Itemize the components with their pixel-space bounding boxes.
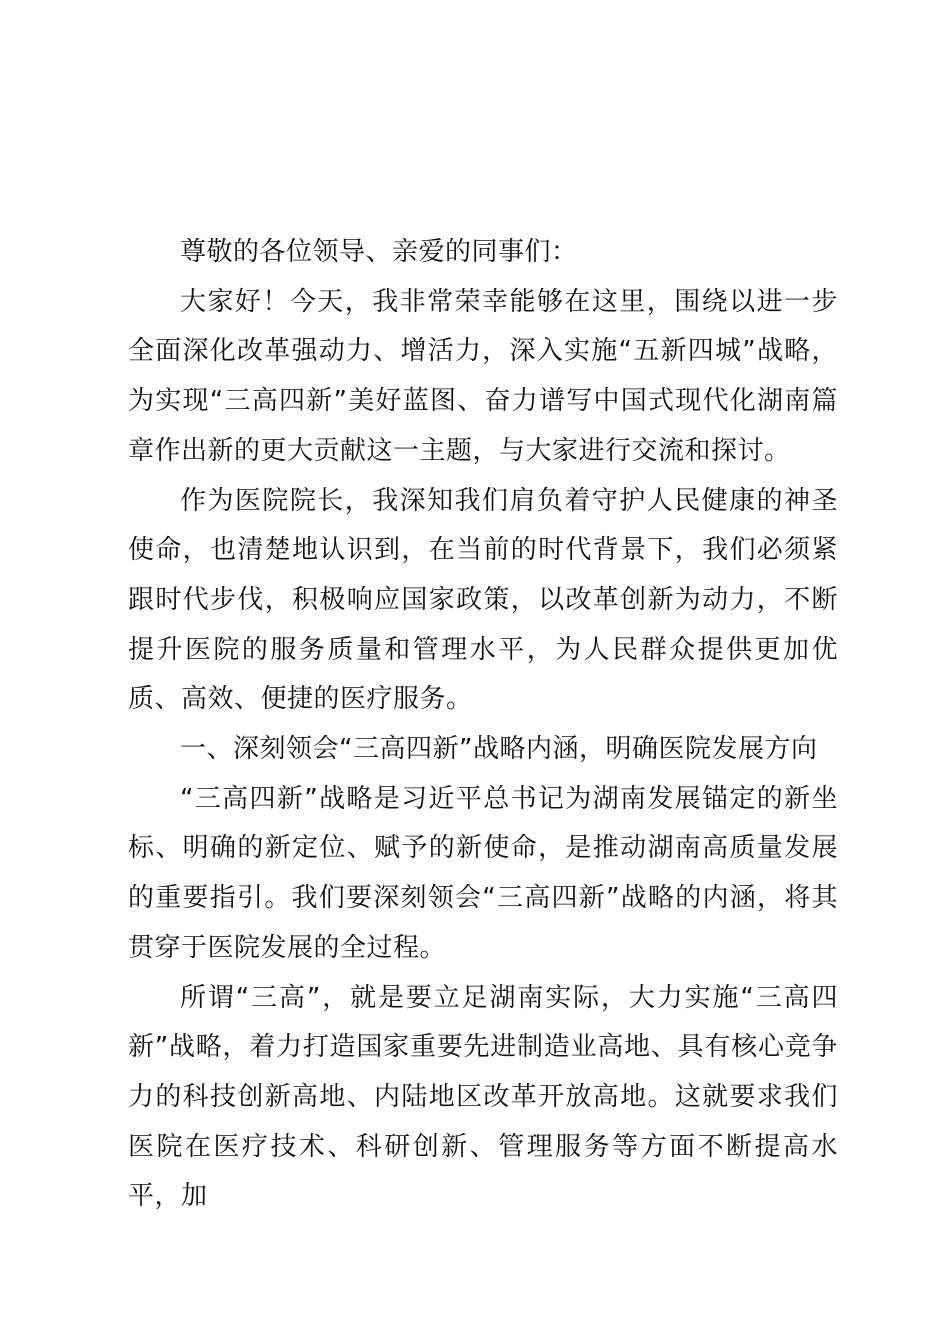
paragraph-strategy: “三高四新”战略是习近平总书记为湖南发展锚定的新坐标、明确的新定位、赋予的新使命，是推动湖南高质量发展的重要指引。我们要深刻领会“三高四新”战略的内涵，将其贯穿于医院发展的全过程。 [128, 783, 838, 963]
paragraph-three-highs: 所谓“三高”，就是要立足湖南实际，大力实施“三高四新”战略，着力打造国家重要先进制造业高地、具有核心竞争力的科技创新高地、内陆地区改革开放高地。这就要求我们医院在医疗技术、科研创新、管理服务等方面不断提高水平，加 [128, 982, 838, 1212]
section-heading-1: 一、深刻领会“三高四新”战略内涵，明确医院发展方向 [180, 734, 818, 765]
paragraph-greeting: 大家好！今天，我非常荣幸能够在这里，围绕以进一步全面深化改革强动力、增活力，深入实施“五新四城”战略，为实现“三高四新”美好蓝图、奋力谱写中国式现代化湖南篇章作出新的更大贡献这一主题，与大家进行交流和探讨。 [128, 286, 838, 466]
paragraph-intro: 作为医院院长，我深知我们肩负着守护人民健康的神圣使命，也清楚地认识到，在当前的时代背景下，我们必须紧跟时代步伐，积极响应国家政策，以改革创新为动力，不断提升医院的服务质量和管理水平，为人民群众提供更加优质、高效、便捷的医疗服务。 [128, 485, 838, 715]
document-body [128, 228, 838, 1222]
salutation: 尊敬的各位领导、亲爱的同事们： [180, 237, 578, 267]
